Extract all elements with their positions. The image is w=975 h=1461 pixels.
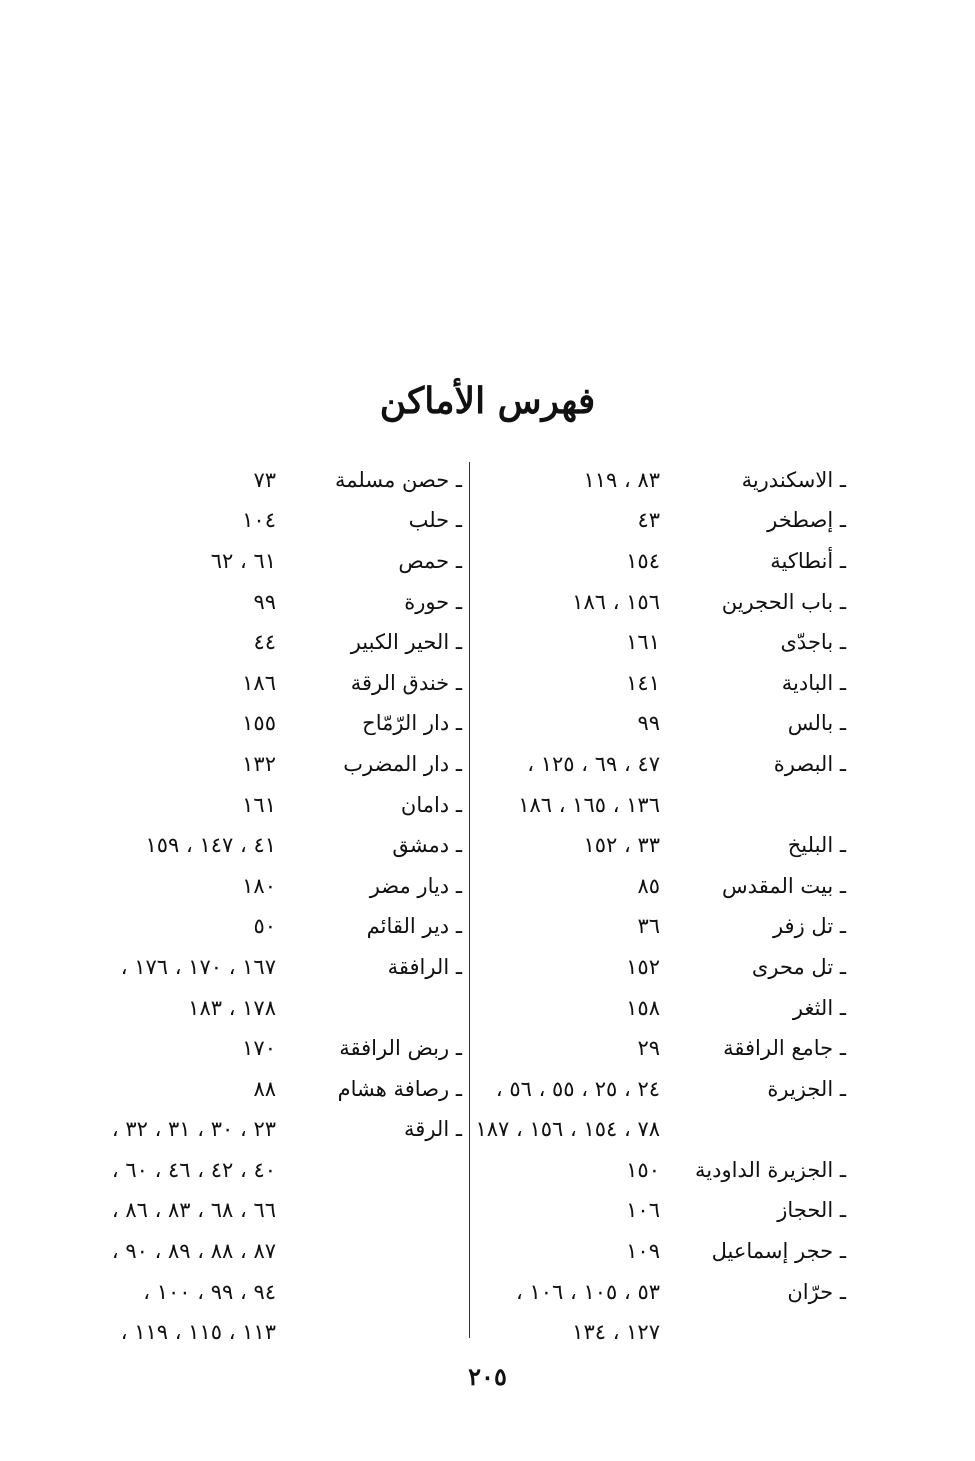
page-references: ١٨٦	[242, 670, 276, 695]
index-entry	[486, 1069, 846, 1110]
place-name: ـ دمشق	[392, 833, 462, 858]
index-entry	[90, 907, 462, 948]
index-entry	[486, 825, 846, 866]
index-entry	[486, 866, 846, 907]
page-references: ٨٣ ، ١١٩	[583, 467, 660, 492]
page-title: فهرس الأماكن	[379, 380, 596, 422]
index-entry	[90, 1069, 462, 1110]
place-name: ـ الرقة	[404, 1117, 462, 1142]
index-entry	[90, 785, 462, 826]
page-references: ٨٥	[637, 873, 660, 898]
index-entry	[90, 541, 462, 582]
page-references: ٦٦ ، ٦٨ ، ٨٣ ، ٨٦ ،	[111, 1198, 276, 1223]
index-entry	[90, 1231, 462, 1272]
page-references: ١٦١	[626, 630, 660, 655]
place-name: ـ خندق الرقة	[350, 670, 462, 695]
place-name: ـ باجدّى	[780, 630, 846, 655]
page-references: ١٦٧ ، ١٧٠ ، ١٧٦ ،	[120, 954, 276, 979]
index-entry	[486, 1312, 846, 1353]
place-name: ـ تل زفر	[772, 914, 846, 939]
index-entry	[486, 501, 846, 542]
index-entry	[90, 1312, 462, 1353]
page-number: ٢٠٥	[468, 1362, 507, 1391]
index-entry	[90, 1028, 462, 1069]
place-name: ـ ربض الرافقة	[339, 1036, 462, 1061]
index-entry	[90, 501, 462, 542]
index-entry	[475, 1110, 846, 1151]
page-references: ١٧٨ ، ١٨٣	[188, 995, 276, 1020]
place-name: ـ دار الرّمّاح	[362, 711, 462, 736]
index-entry	[90, 825, 462, 866]
place-name: ـ باب الحجرين	[721, 589, 846, 614]
page-references: ٧٣	[253, 467, 276, 492]
index-entry	[486, 582, 846, 623]
index-entry	[486, 663, 846, 704]
index-entry	[486, 907, 846, 948]
place-name: ـ حرّان	[787, 1279, 846, 1304]
place-name: ـ الجزيرة	[767, 1076, 846, 1101]
place-name: ـ البصرة	[773, 751, 846, 776]
index-entry	[486, 1028, 846, 1069]
place-name: ـ الحير الكبير	[350, 630, 462, 655]
place-name: ـ حجر إسماعيل	[711, 1239, 846, 1264]
index-entry	[90, 988, 462, 1029]
page-references: ٦١ ، ٦٢	[210, 548, 276, 573]
place-name: ـ البادية	[781, 670, 846, 695]
page-references: ١٣٦ ، ١٦٥ ، ١٨٦	[518, 792, 660, 817]
place-name: ـ حورة	[404, 589, 462, 614]
index-entry	[486, 1231, 846, 1272]
page-references: ٩٩	[637, 711, 660, 736]
page-references: ١٥٢	[626, 954, 660, 979]
index-entry	[90, 1150, 462, 1191]
index-entry	[90, 1272, 462, 1313]
page-references: ١٥٤	[626, 548, 660, 573]
index-entry	[486, 988, 846, 1029]
page-references: ١٥٠	[626, 1157, 660, 1182]
index-entry	[90, 582, 462, 623]
place-name: ـ رصافة هشام	[337, 1076, 462, 1101]
page-references: ٥٠	[253, 914, 276, 939]
page-references: ١٠٦	[626, 1198, 660, 1223]
place-name: ـ أنطاكية	[770, 548, 846, 573]
page-references: ٩٩	[253, 589, 276, 614]
page-references: ١٨٠	[242, 873, 276, 898]
index-entry	[486, 785, 846, 826]
page-references: ١١٣ ، ١١٥ ، ١١٩ ،	[120, 1320, 276, 1345]
index-entry	[486, 1272, 846, 1313]
index-entry	[90, 1110, 462, 1151]
index-entry	[90, 744, 462, 785]
place-name: ـ البليخ	[787, 833, 846, 858]
page-references: ٣٦	[637, 914, 660, 939]
index-entry	[90, 947, 462, 988]
place-name: ـ دامان	[400, 792, 462, 817]
place-name: ـ إصطخر	[767, 508, 846, 533]
index-entry	[90, 663, 462, 704]
index-column-right	[475, 460, 846, 1353]
place-name: ـ بيت المقدس	[722, 873, 846, 898]
place-name: ـ بالس	[787, 711, 846, 736]
page-references: ٤٧ ، ٦٩ ، ١٢٥ ،	[527, 751, 660, 776]
place-name: ـ الثغر	[792, 995, 846, 1020]
page-references: ٣٣ ، ١٥٢	[583, 833, 660, 858]
page-references: ٤٣	[637, 508, 660, 533]
page-references: ١٥٦ ، ١٨٦	[572, 589, 660, 614]
place-name: ـ الحجاز	[777, 1198, 846, 1223]
page-references: ٤٠ ، ٤٢ ، ٤٦ ، ٦٠ ،	[111, 1157, 276, 1182]
page-references: ٤٤	[253, 630, 276, 655]
page-references: ٨٨	[253, 1076, 276, 1101]
index-entry	[90, 622, 462, 663]
index-entry	[90, 1191, 462, 1232]
place-name: ـ الرافقة	[387, 954, 462, 979]
page-references: ١٥٥	[242, 711, 276, 736]
page-references: ٤١ ، ١٤٧ ، ١٥٩	[145, 833, 276, 858]
place-name: ـ دير القائم	[366, 914, 462, 939]
page-references: ١٤١	[626, 670, 660, 695]
page-references: ٩٤ ، ٩٩ ، ١٠٠ ،	[143, 1279, 276, 1304]
index-entry	[486, 947, 846, 988]
index-entry	[90, 866, 462, 907]
place-name: ـ دار المضرب	[343, 751, 462, 776]
page-references: ٧٨ ، ١٥٤ ، ١٥٦ ، ١٨٧	[475, 1117, 660, 1142]
page-references: ٨٧ ، ٨٨ ، ٨٩ ، ٩٠ ،	[111, 1239, 276, 1264]
column-divider	[469, 462, 470, 1338]
place-name: ـ حمص	[398, 548, 462, 573]
place-name: ـ تل محرى	[751, 954, 846, 979]
index-entry	[486, 460, 846, 501]
index-entry	[486, 1191, 846, 1232]
page-references: ١٠٩	[626, 1239, 660, 1264]
place-name: ـ حصن مسلمة	[334, 467, 462, 492]
index-entry	[486, 744, 846, 785]
page-references: ١٧٠	[242, 1036, 276, 1061]
page-references: ١٠٤	[242, 508, 276, 533]
page-references: ١٥٨	[626, 995, 660, 1020]
page-references: ٢٣ ، ٣٠ ، ٣١ ، ٣٢ ،	[111, 1117, 276, 1142]
index-column-left	[90, 460, 462, 1353]
place-name: ـ جامع الرافقة	[723, 1036, 846, 1061]
page-references: ١٦١	[242, 792, 276, 817]
page-references: ٥٣ ، ١٠٥ ، ١٠٦ ،	[516, 1279, 660, 1304]
place-name: ـ ديار مضر	[369, 873, 462, 898]
index-entry	[486, 541, 846, 582]
index-entry	[90, 704, 462, 745]
place-name: ـ الجزيرة الداودية	[695, 1157, 846, 1182]
place-name: ـ الاسكندرية	[741, 467, 846, 492]
index-entry	[486, 704, 846, 745]
page-references: ٢٤ ، ٢٥ ، ٥٥ ، ٥٦ ،	[495, 1076, 660, 1101]
index-entry	[486, 1150, 846, 1191]
place-name: ـ حلب	[408, 508, 462, 533]
page-references: ٢٩	[637, 1036, 660, 1061]
index-entry	[486, 622, 846, 663]
index-entry	[90, 460, 462, 501]
page-references: ١٣٢	[242, 751, 276, 776]
page-references: ١٢٧ ، ١٣٤	[572, 1320, 660, 1345]
